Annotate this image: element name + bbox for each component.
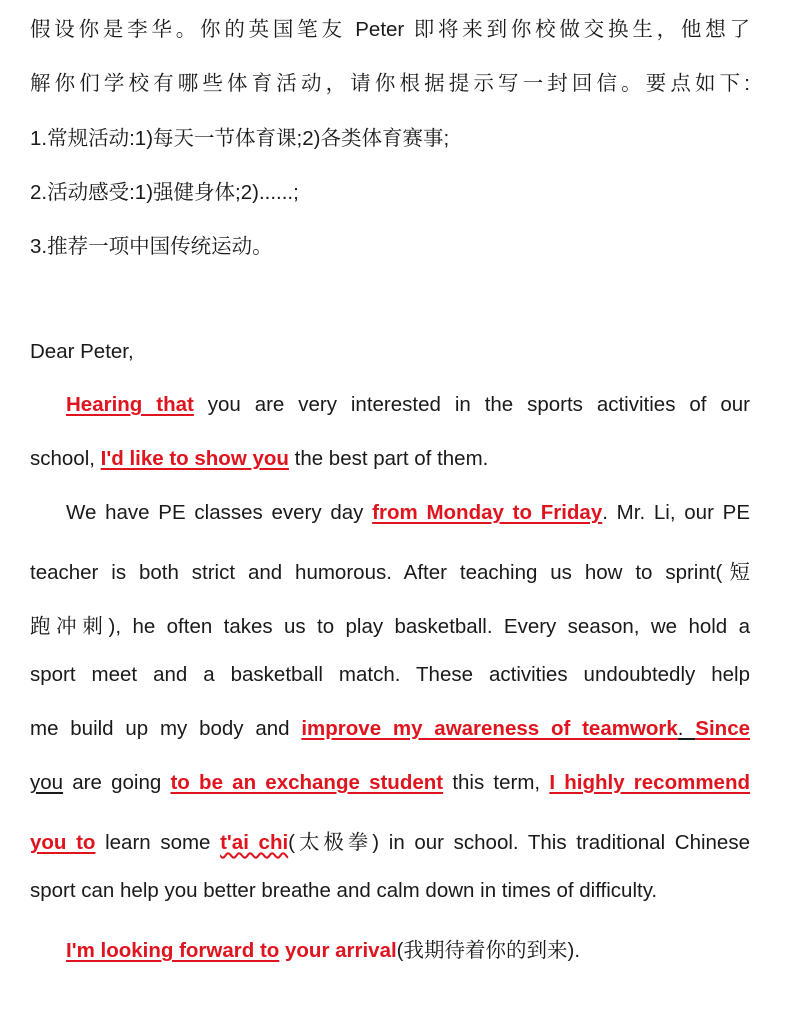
letter-line-3 bbox=[66, 501, 750, 525]
letter-line-11 bbox=[66, 933, 750, 963]
letter-line-1 bbox=[66, 393, 750, 417]
body-text: . Mr. Li, our PE bbox=[602, 501, 750, 524]
body-text: We have PE classes every day bbox=[66, 501, 373, 524]
body-text: . bbox=[677, 717, 696, 740]
body-text: (我期待着你的到来). bbox=[396, 939, 581, 962]
letter-line-8 bbox=[30, 771, 750, 795]
highlight-phrase: I'd like to show you bbox=[100, 447, 289, 470]
highlight-phrase: I highly recommend bbox=[549, 771, 751, 794]
body-text: (太极拳) in our school. This traditional Chinese bbox=[288, 831, 750, 854]
highlight-phrase: Since bbox=[695, 717, 750, 740]
prompt-line-5: 3.推荐一项中国传统运动。 bbox=[30, 235, 273, 258]
highlight-phrase: improve my awareness of teamwork bbox=[301, 717, 678, 740]
highlight-phrase: your arrival bbox=[279, 939, 397, 962]
underlined-word: you bbox=[30, 771, 64, 794]
body-text: this term, bbox=[443, 771, 550, 794]
body-text: me build up my body and bbox=[30, 717, 302, 740]
letter-line-4: teacher is both strict and humorous. After teaching us how to sprint(短 bbox=[30, 561, 750, 584]
body-text: are going bbox=[63, 771, 171, 794]
letter-line-7 bbox=[30, 717, 750, 741]
prompt-line-2: 解你们学校有哪些体育活动，请你根据提示写一封回信。要点如下: bbox=[30, 72, 750, 95]
letter-greeting: Dear Peter, bbox=[30, 340, 134, 363]
highlight-phrase: I'm looking forward to bbox=[66, 939, 280, 962]
prompt-line-4: 2.活动感受:1)强健身体;2)......; bbox=[30, 181, 299, 204]
letter-line-9 bbox=[30, 825, 750, 855]
body-text: school, bbox=[30, 447, 101, 470]
body-text: learn some bbox=[95, 831, 221, 854]
prompt-line-3: 1.常规活动:1)每天一节体育课;2)各类体育赛事; bbox=[30, 127, 450, 150]
letter-line-5: 跑冲刺), he often takes us to play basketball. Every season, we hold a bbox=[30, 615, 750, 638]
letter-line-6: sport meet and a basketball match. These activities undoubtedly help bbox=[30, 663, 750, 686]
highlight-phrase: from Monday to Friday bbox=[372, 501, 603, 524]
highlight-phrase: you to bbox=[30, 831, 96, 854]
body-text: the best part of them. bbox=[288, 447, 489, 470]
letter-line-2 bbox=[30, 447, 750, 471]
highlight-phrase: Hearing that bbox=[66, 393, 194, 416]
body-text: you are very interested in the sports activities of our bbox=[193, 393, 750, 416]
highlight-phrase: t'ai chi bbox=[220, 831, 289, 854]
letter-line-10: sport can help you better breathe and calm down in times of difficulty. bbox=[30, 879, 658, 902]
highlight-phrase: to be an exchange student bbox=[170, 771, 444, 794]
prompt-line-1: 假设你是李华。你的英国笔友 Peter 即将来到你校做交换生，他想了 bbox=[30, 18, 750, 41]
